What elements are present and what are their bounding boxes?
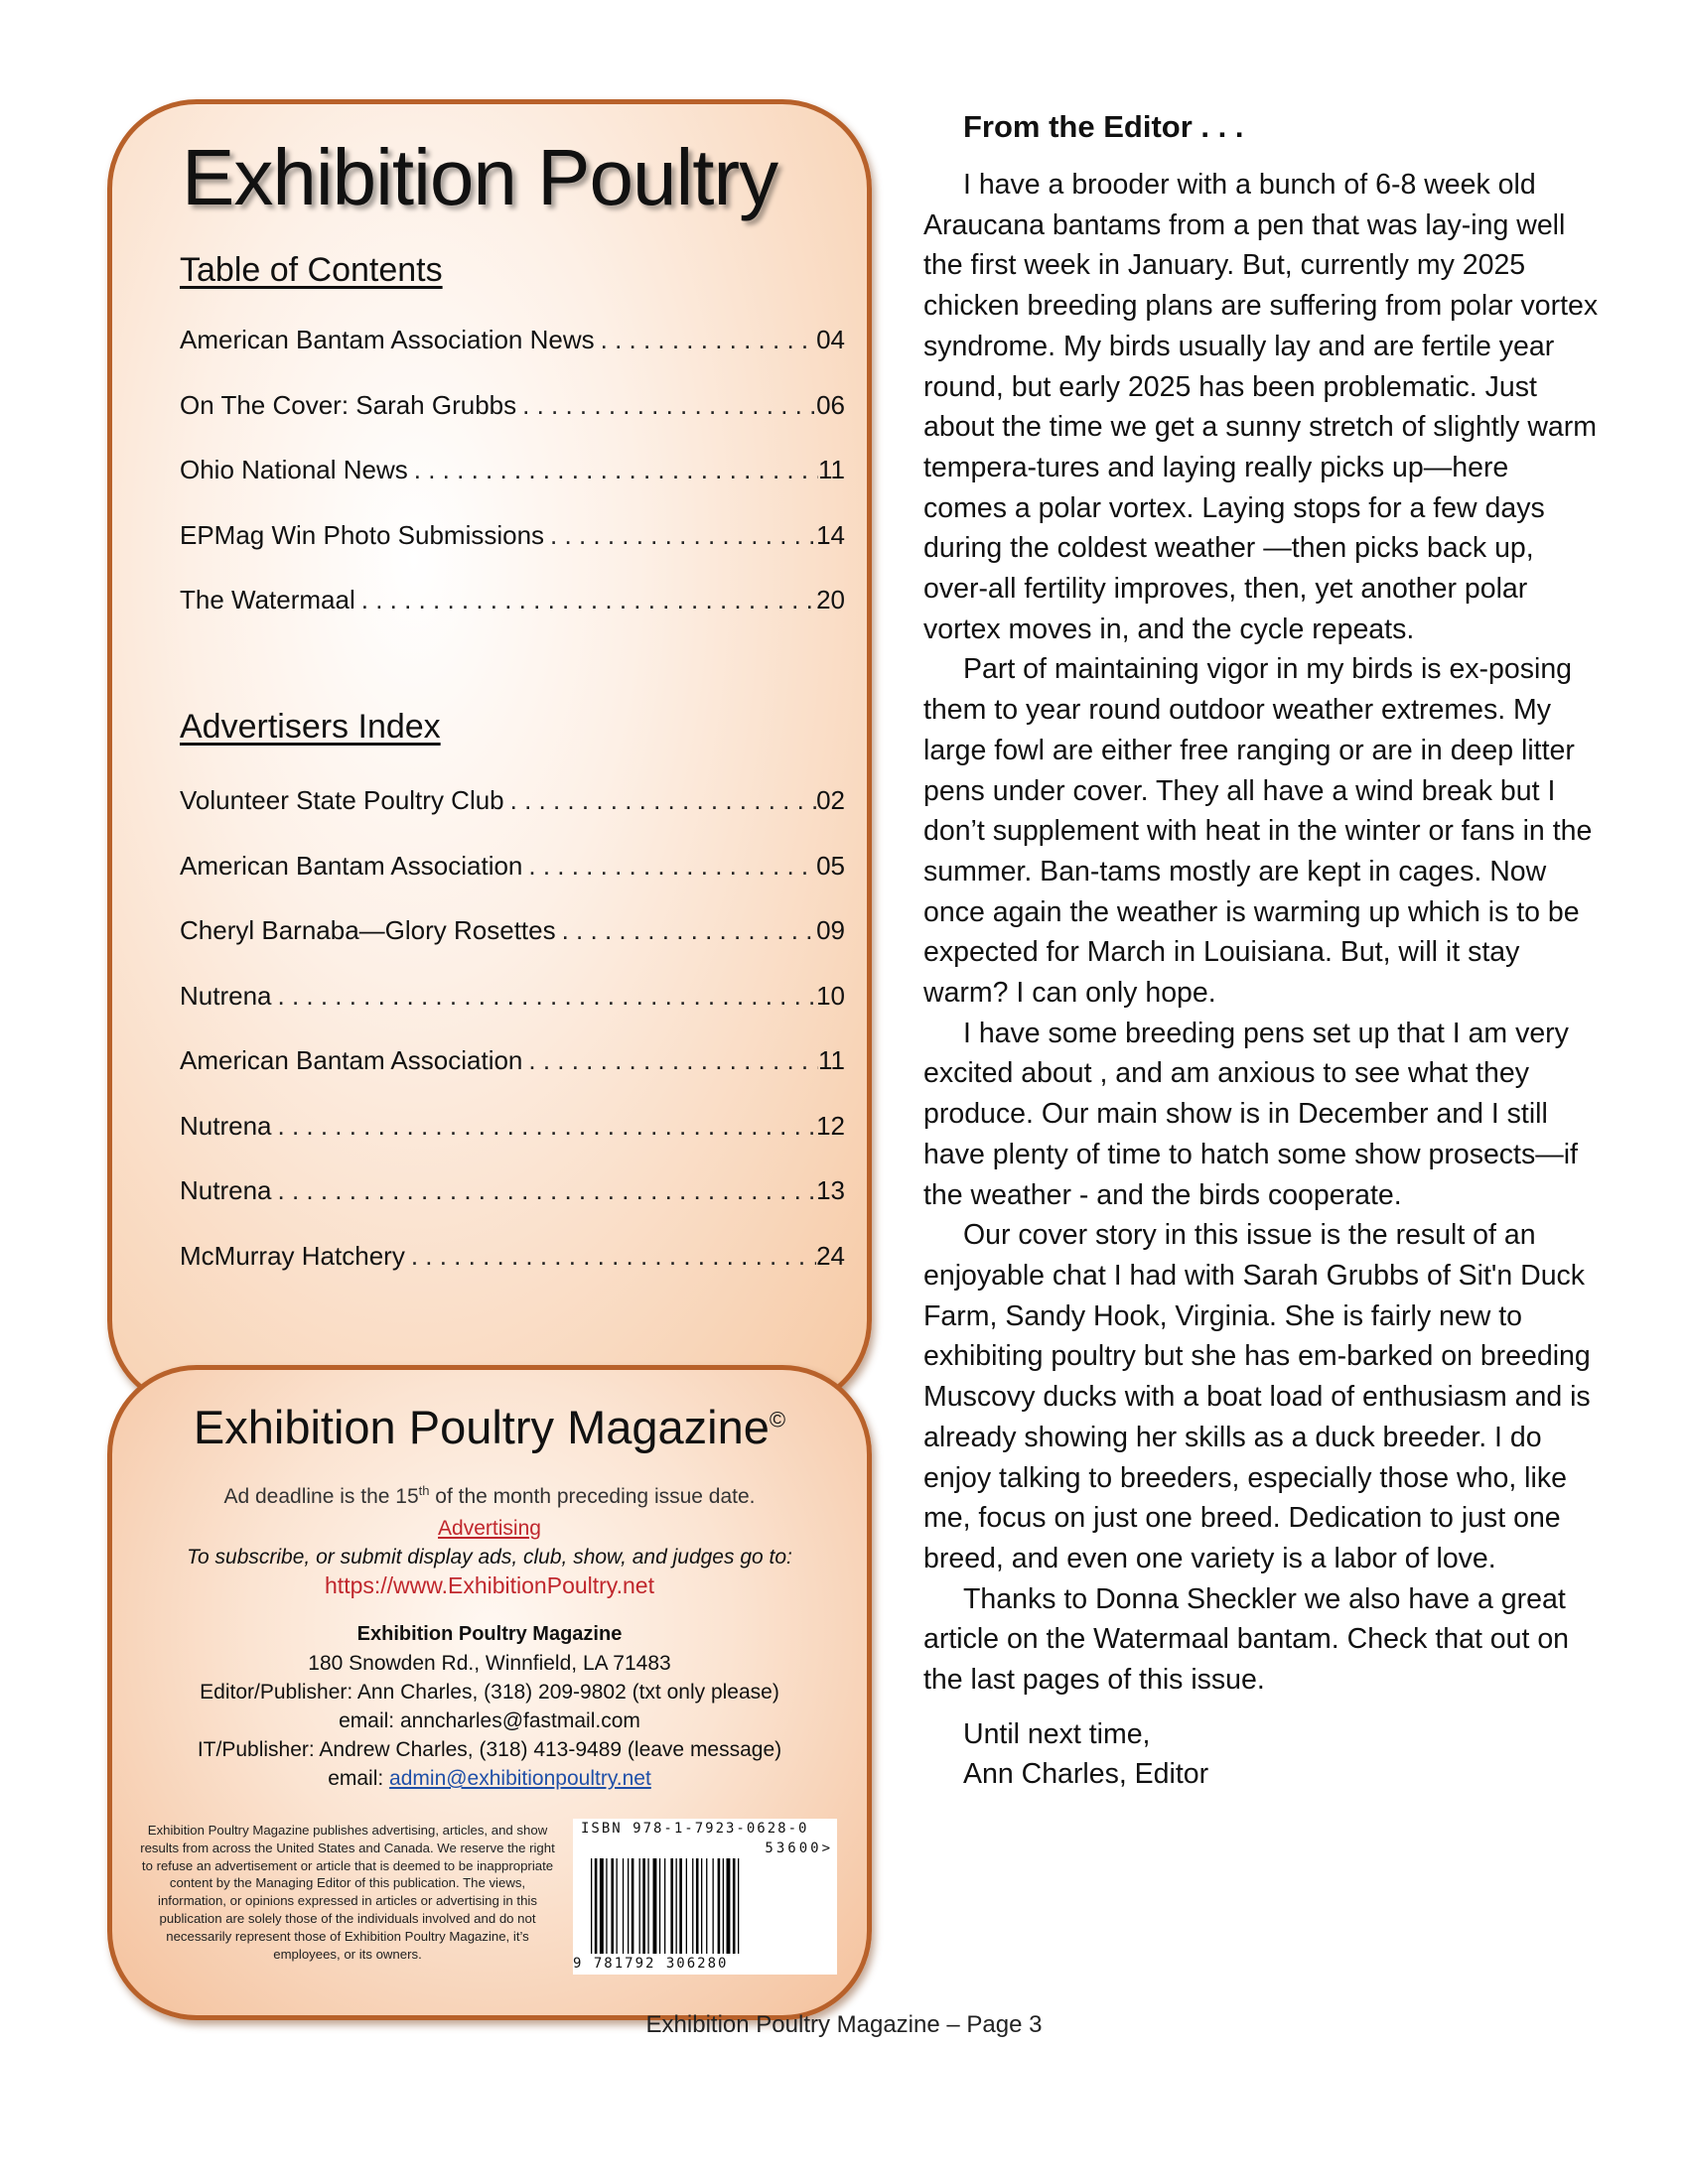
- toc-item[interactable]: [180, 585, 845, 650]
- toc-item-title: Ohio National News: [180, 455, 408, 484]
- advertiser-page: 02: [816, 785, 845, 815]
- advertiser-name: Nutrena: [180, 1175, 272, 1205]
- info-title-text: Exhibition Poultry Magazine: [193, 1401, 770, 1453]
- advertising-link[interactable]: Advertising: [438, 1517, 541, 1540]
- advertiser-page: 11: [818, 1045, 845, 1075]
- advertiser-page: 10: [816, 980, 845, 1011]
- toc-item-page: 06: [816, 389, 845, 420]
- subscribe-text: To subscribe, or submit display ads, club, show, and judges go to:: [187, 1546, 792, 1569]
- advertiser-item[interactable]: [180, 1111, 845, 1176]
- advertiser-name: American Bantam Association: [180, 1045, 523, 1075]
- editor-heading: From the Editor . . .: [963, 109, 1244, 144]
- advertiser-page: 05: [816, 850, 845, 881]
- toc-panel: [107, 99, 872, 1410]
- toc-item-title: EPMag Win Photo Submissions: [180, 519, 545, 550]
- isbn-text: ISBN 978-1-7923-0628-0: [581, 1821, 809, 1837]
- leader-dots: [355, 585, 816, 615]
- toc-item[interactable]: [180, 390, 845, 456]
- advertiser-item[interactable]: [180, 1175, 845, 1241]
- leader-dots: [504, 785, 816, 816]
- toc-item-title: On The Cover: Sarah Grubbs: [180, 389, 517, 420]
- advertiser-item[interactable]: [180, 1241, 845, 1306]
- ad-deadline: [132, 1483, 847, 1509]
- it-contact: IT/Publisher: Andrew Charles, (318) 413-9489 (leave message): [197, 1738, 782, 1761]
- editor-body: [923, 165, 1599, 1701]
- disclaimer: Exhibition Poultry Magazine publishes advertising, articles, and show results from across the United States and Canada. We reserve the right to refuse an advertisement or article that is deemed to be inappropriate content by the Managing Editor of this publication. The views, information, or opinions expressed in articles or advertising in this publication are solely those of the individuals involved and do not necessarily represent those of Exhibition Poultry Magazine, it’s employees, or its owners.: [140, 1823, 555, 1962]
- editor-contact: Editor/Publisher: Ann Charles, (318) 209-9802 (txt only please): [200, 1681, 779, 1704]
- leader-dots: [544, 520, 816, 551]
- toc-heading: Table of Contents: [180, 251, 443, 289]
- publisher-name: Exhibition Poultry Magazine: [356, 1623, 623, 1645]
- isbn-barcode: [573, 1819, 837, 1975]
- signoff-name: Ann Charles, Editor: [963, 1758, 1209, 1791]
- advertiser-name: Cheryl Barnaba—Glory Rosettes: [180, 915, 556, 945]
- advertiser-item[interactable]: [180, 785, 845, 851]
- deadline-post: of the month preceding issue date.: [429, 1485, 756, 1508]
- deadline-suffix: th: [418, 1483, 430, 1498]
- leader-dots: [408, 455, 818, 485]
- advertiser-item[interactable]: [180, 981, 845, 1046]
- it-email-label: email:: [328, 1767, 390, 1790]
- toc-list: [180, 325, 845, 650]
- toc-item[interactable]: [180, 455, 845, 520]
- toc-item-page: 04: [816, 325, 845, 354]
- advertiser-page: 24: [816, 1240, 845, 1271]
- editor-paragraph: Thanks to Donna Sheckler we also have a great article on the Watermaal bantam. Check that out on the last pages of this issue.: [923, 1582, 1570, 1697]
- advertiser-item[interactable]: [180, 1045, 845, 1111]
- it-email-link[interactable]: admin@exhibitionpoultry.net: [389, 1767, 651, 1790]
- deadline-day: 15: [395, 1485, 419, 1508]
- toc-item[interactable]: [180, 325, 845, 390]
- advertiser-name: American Bantam Association: [180, 850, 523, 881]
- address: 180 Snowden Rd., Winnfield, LA 71483: [308, 1652, 671, 1675]
- advertiser-page: 13: [816, 1175, 845, 1205]
- advertiser-name: McMurray Hatchery: [180, 1240, 405, 1271]
- barcode-icon: [591, 1858, 770, 1956]
- leader-dots: [595, 325, 816, 355]
- leader-dots: [516, 390, 816, 421]
- page-footer: Exhibition Poultry Magazine – Page 3: [645, 2011, 1043, 2038]
- info-title: [112, 1400, 867, 1454]
- website-link[interactable]: https://www.ExhibitionPoultry.net: [325, 1572, 654, 1598]
- toc-item-page: 11: [818, 455, 845, 484]
- leader-dots: [556, 915, 816, 946]
- toc-item-page: 20: [816, 585, 845, 614]
- editor-email: email: anncharles@fastmail.com: [339, 1709, 640, 1732]
- editor-letter: [923, 109, 1599, 1795]
- advertiser-name: Nutrena: [180, 1110, 272, 1141]
- advertiser-item[interactable]: [180, 915, 845, 981]
- toc-item-title: American Bantam Association News: [180, 325, 595, 354]
- advertiser-page: 09: [816, 915, 845, 945]
- editor-paragraph: I have some breeding pens set up that I am very excited about , and am anxious to see what they produce. Our main show is in December and I still have plenty of time to hatch some show prosects—if the weather - and the birds cooperate.: [923, 1017, 1578, 1211]
- editor-paragraph: I have a brooder with a bunch of 6-8 week old Araucana bantams from a pen that was lay-ing well the first week in January. But, currently my 2025 chicken breeding plans are suffering from polar vortex syndrome. My birds usually lay and are fertile year round, but early 2025 has been problematic. Just about the time we get a sunny stretch of slightly warm tempera-tures and laying really picks up—here comes a polar vortex. Laying stops for a few days during the coldest weather —then picks back up, over-all fertility improves, then, yet another polar vortex moves in, and the cycle repeats.: [923, 169, 1599, 645]
- toc-item-page: 14: [816, 519, 845, 550]
- toc-item[interactable]: [180, 520, 845, 586]
- copyright-mark: ©: [769, 1407, 786, 1433]
- advertiser-name: Volunteer State Poultry Club: [180, 785, 504, 815]
- leader-dots: [272, 1175, 817, 1206]
- advertiser-page: 12: [816, 1110, 845, 1141]
- advertisers-list: [180, 785, 845, 1305]
- signoff: [923, 1714, 1599, 1795]
- ean-text: 9 781792 306280: [573, 1956, 729, 1972]
- leader-dots: [522, 1045, 818, 1076]
- signoff-line: Until next time,: [963, 1717, 1151, 1750]
- leader-dots: [272, 981, 817, 1012]
- editor-paragraph: Our cover story in this issue is the result of an enjoyable chat I had with Sarah Grubbs of Sit'n Duck Farm, Sandy Hook, Virginia. She is fairly new to exhibiting poultry but she has em-barked on breeding Muscovy ducks with a boat load of enthusiasm and is already showing her skills as a duck breeder. I do enjoy talking to breeders, especially those who, like me, focus on just one breed. Dedication to just one breed, and even one variety is a labor of love.: [923, 1219, 1591, 1574]
- leader-dots: [522, 851, 816, 882]
- it-email: [132, 1767, 847, 1791]
- advertisers-heading: Advertisers Index: [180, 708, 441, 746]
- price-code: 53600>: [765, 1841, 833, 1856]
- magazine-title: Exhibition Poultry: [182, 133, 778, 221]
- advertiser-name: Nutrena: [180, 980, 272, 1011]
- editor-paragraph: Part of maintaining vigor in my birds is ex-posing them to year round outdoor weather extremes. My large fowl are either free ranging or are in deep litter pens under cover. They all have a wind break but I don’t supplement with heat in the winter or fans in the summer. Ban-tams mostly are kept in cages. Now once again the weather is warming up which is to be expected for March in Louisiana. But, will it stay warm? I can only hope.: [923, 653, 1593, 1010]
- deadline-pre: Ad deadline is the: [223, 1485, 396, 1508]
- advertiser-item[interactable]: [180, 851, 845, 916]
- leader-dots: [405, 1241, 816, 1272]
- leader-dots: [272, 1111, 817, 1142]
- publication-info-panel: [107, 1365, 872, 2020]
- toc-item-title: The Watermaal: [180, 585, 355, 614]
